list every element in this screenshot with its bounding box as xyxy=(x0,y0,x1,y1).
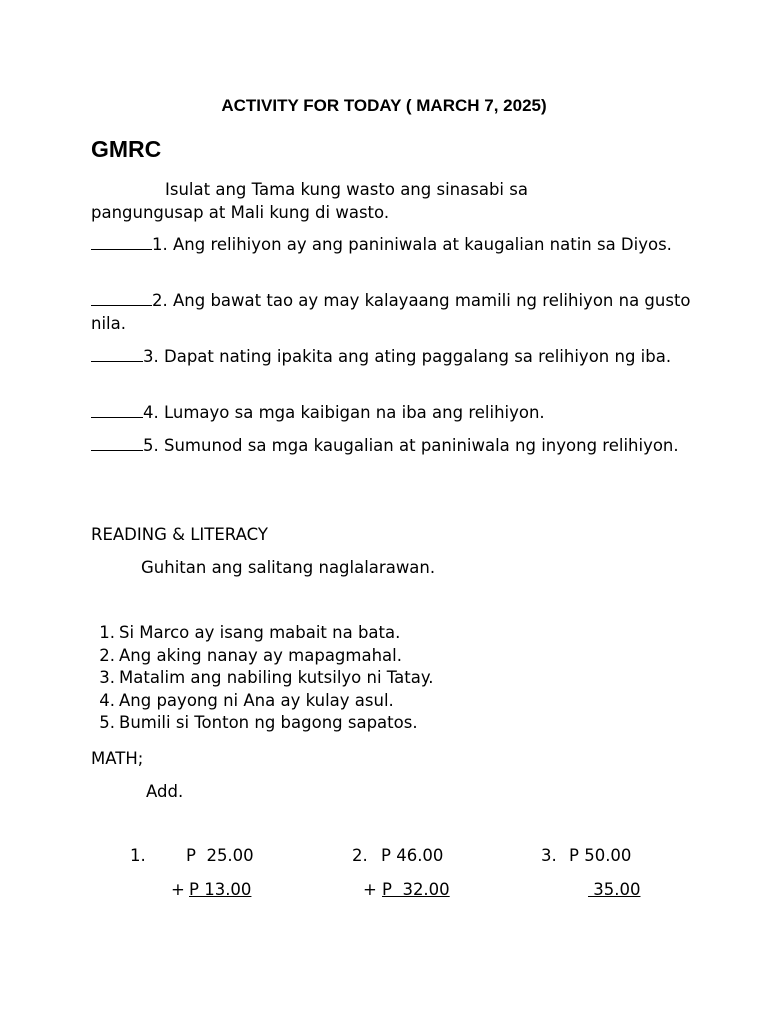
gmrc-instruction-line1: Isulat ang Tama kung wasto ang sinasabi sa xyxy=(165,180,528,199)
math-top-value: P 50.00 xyxy=(569,846,632,865)
math-problem-number: 1. xyxy=(130,846,146,865)
gmrc-item: 2. Ang bawat tao ay may kalayaang mamili ng relihiyon na gusto nila. xyxy=(91,291,691,333)
reading-instruction: Guhitan ang salitang naglalarawan. xyxy=(141,558,436,577)
gmrc-item: 5. Sumunod sa mga kaugalian at paniniwala ng inyong relihiyon. xyxy=(91,434,711,457)
reading-list xyxy=(91,622,434,735)
math-operator: + xyxy=(171,880,185,899)
math-problem-number: 3. xyxy=(541,846,557,865)
math-heading: MATH; xyxy=(91,749,144,768)
answer-blank[interactable] xyxy=(91,402,143,418)
list-item: 4. Ang payong ni Ana ay kulay asul. xyxy=(99,690,394,710)
gmrc-heading: GMRC xyxy=(91,136,162,162)
answer-blank[interactable] xyxy=(91,290,152,306)
answer-blank[interactable] xyxy=(91,435,143,451)
list-item: 1. Si Marco ay isang mabait na bata. xyxy=(99,623,401,642)
answer-blank[interactable] xyxy=(91,234,152,250)
math-bottom-value: 35.00 xyxy=(588,880,641,899)
gmrc-instruction-line2: pangungusap at Mali kung di wasto. xyxy=(91,203,390,222)
list-item: 2. Ang aking nanay ay mapagmahal. xyxy=(99,645,402,665)
math-top-value: P 46.00 xyxy=(381,846,444,865)
reading-heading: READING & LITERACY xyxy=(91,525,268,544)
math-bottom-value: P 13.00 xyxy=(189,880,252,899)
math-bottom-value: P 32.00 xyxy=(382,880,450,899)
gmrc-item: 4. Lumayo sa mga kaibigan na iba ang relihiyon. xyxy=(91,401,711,424)
list-item: 3. Matalim ang nabiling kutsilyo ni Tatay. xyxy=(99,668,434,687)
answer-blank[interactable] xyxy=(91,346,143,362)
math-top-value: P 25.00 xyxy=(186,846,254,865)
math-operator: + xyxy=(363,880,377,899)
gmrc-item: 3. Dapat nating ipakita ang ating paggalang sa relihiyon ng iba. xyxy=(91,345,711,368)
math-problem-number: 2. xyxy=(352,846,368,865)
page-title: ACTIVITY FOR TODAY ( MARCH 7, 2025) xyxy=(221,96,547,115)
gmrc-item: 1. Ang relihiyon ay ang paniniwala at kaugalian natin sa Diyos. xyxy=(91,233,711,256)
math-instruction: Add. xyxy=(146,782,184,801)
list-item: 5. Bumili si Tonton ng bagong sapatos. xyxy=(99,713,418,732)
